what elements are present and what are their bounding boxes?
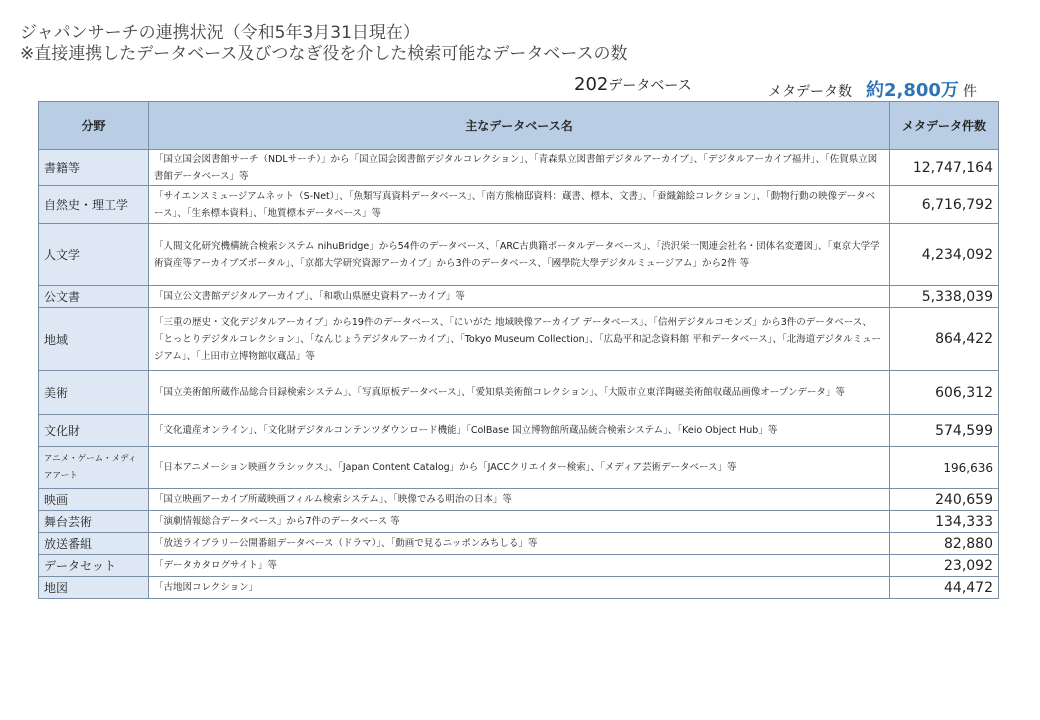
database-table	[38, 101, 999, 599]
table-row	[39, 533, 999, 555]
field-cell: 映画	[39, 489, 149, 511]
databases-cell: 「サイエンスミュージアムネット（S-Net）」、「魚類写真資料データベース」、「南方熊楠邸資料：蔵書、標本、文書」、「蚕織錦絵コレクション」、「動物行動の映像データベース」、「生糸標本資料」、「地質標本データベース」等	[149, 186, 890, 224]
databases-cell: 「三重の歴史・文化デジタルアーカイブ」から19件のデータベース、「にいがた 地域映像アーカイブ データベース」、「信州デジタルコモンズ」から3件のデータベース、「とっとりデジタルコレクション」、「なんじょうデジタルアーカイブ」、「Tokyo Museum Collection」、「広島平和記念資料館 平和データベース」、「北海道デジタルミュージアム」、「上田市立博物館収蔵品」等	[149, 308, 890, 371]
header-metadata-count: メタデータ件数	[890, 102, 999, 150]
field-cell: 地域	[39, 308, 149, 371]
field-cell: 自然史・理工学	[39, 186, 149, 224]
field-cell: 文化財	[39, 415, 149, 447]
table-row	[39, 489, 999, 511]
table-row	[39, 286, 999, 308]
count-cell: 82,880	[890, 533, 999, 555]
table-row	[39, 308, 999, 371]
field-cell: データセット	[39, 555, 149, 577]
field-cell: 舞台芸術	[39, 511, 149, 533]
table-header-row	[39, 102, 999, 150]
databases-cell: 「日本アニメーション映画クラシックス」、「Japan Content Catalog」から「JACCクリエイター検索」、「メディア芸術データベース」等	[149, 447, 890, 489]
table-row	[39, 371, 999, 415]
count-cell: 240,659	[890, 489, 999, 511]
field-cell: アニメ・ゲーム・メディアアート	[39, 447, 149, 489]
count-cell: 4,234,092	[890, 224, 999, 286]
table-row	[39, 415, 999, 447]
databases-cell: 「放送ライブラリー公開番組データベース（ドラマ）」、「動画で見るニッポンみちしる」等	[149, 533, 890, 555]
table-row	[39, 511, 999, 533]
table-row	[39, 447, 999, 489]
metadata-count-value: 約2,800万	[866, 80, 959, 101]
databases-cell: 「国立美術館所蔵作品総合目録検索システム」、「写真原板データベース」、「愛知県美術館コレクション」、「大阪市立東洋陶磁美術館収蔵品画像オープンデータ」等	[149, 371, 890, 415]
table-row	[39, 186, 999, 224]
page-title: ジャパンサーチの連携状況（令和5年3月31日現在）	[20, 23, 420, 43]
field-cell: 人文学	[39, 224, 149, 286]
count-cell: 23,092	[890, 555, 999, 577]
count-cell: 606,312	[890, 371, 999, 415]
count-cell: 134,333	[890, 511, 999, 533]
count-cell: 5,338,039	[890, 286, 999, 308]
metadata-count	[768, 76, 977, 102]
count-cell: 6,716,792	[890, 186, 999, 224]
databases-cell: 「国立映画アーカイブ所蔵映画フィルム検索システム」、「映像でみる明治の日本」等	[149, 489, 890, 511]
metadata-count-label: メタデータ数	[768, 84, 852, 100]
metadata-count-unit: 件	[962, 84, 977, 100]
table-row	[39, 555, 999, 577]
field-cell: 美術	[39, 371, 149, 415]
header-databases: 主なデータベース名	[149, 102, 890, 150]
count-cell: 12,747,164	[890, 150, 999, 186]
count-cell: 864,422	[890, 308, 999, 371]
count-cell: 196,636	[890, 447, 999, 489]
databases-cell: 「国立国会図書館サーチ（NDLサーチ）」から「国立国会図書館デジタルコレクション」、「青森県立図書館デジタルアーカイブ」、「デジタルアーカイブ福井」、「佐賀県立図書館データベース」等	[149, 150, 890, 186]
field-cell: 公文書	[39, 286, 149, 308]
table-row	[39, 150, 999, 186]
databases-cell: 「古地図コレクション」	[149, 577, 890, 599]
page-subtitle-note: ※直接連携したデータベース及びつなぎ役を介した検索可能なデータベースの数	[20, 44, 628, 64]
count-cell: 44,472	[890, 577, 999, 599]
database-count-unit: データベース	[608, 78, 692, 94]
databases-cell: 「演劇情報総合データベース」から7件のデータベース 等	[149, 511, 890, 533]
databases-cell: 「データカタログサイト」等	[149, 555, 890, 577]
databases-cell: 「文化遺産オンライン」、「文化財デジタルコンテンツダウンロード機能」「ColBase 国立博物館所蔵品統合検索システム」、「Keio Object Hub」等	[149, 415, 890, 447]
field-cell: 書籍等	[39, 150, 149, 186]
field-cell: 放送番組	[39, 533, 149, 555]
summary-bar	[0, 72, 1040, 101]
table-row	[39, 577, 999, 599]
table-row	[39, 224, 999, 286]
count-cell: 574,599	[890, 415, 999, 447]
field-cell: 地図	[39, 577, 149, 599]
database-count	[574, 74, 692, 95]
header-field: 分野	[39, 102, 149, 150]
databases-cell: 「国立公文書館デジタルアーカイブ」、「和歌山県歴史資料アーカイブ」等	[149, 286, 890, 308]
database-count-value: 202	[574, 74, 609, 95]
databases-cell: 「人間文化研究機構統合検索システム nihuBridge」から54件のデータベース、「ARC古典籍ポータルデータベース」、「渋沢栄一関連会社名・団体名変遷図」、「東京大学学術資産等アーカイブズポータル」、「京都大学研究資源アーカイブ」から3件のデータベース、「國學院大學デジタルミュージアム」から2件 等	[149, 224, 890, 286]
